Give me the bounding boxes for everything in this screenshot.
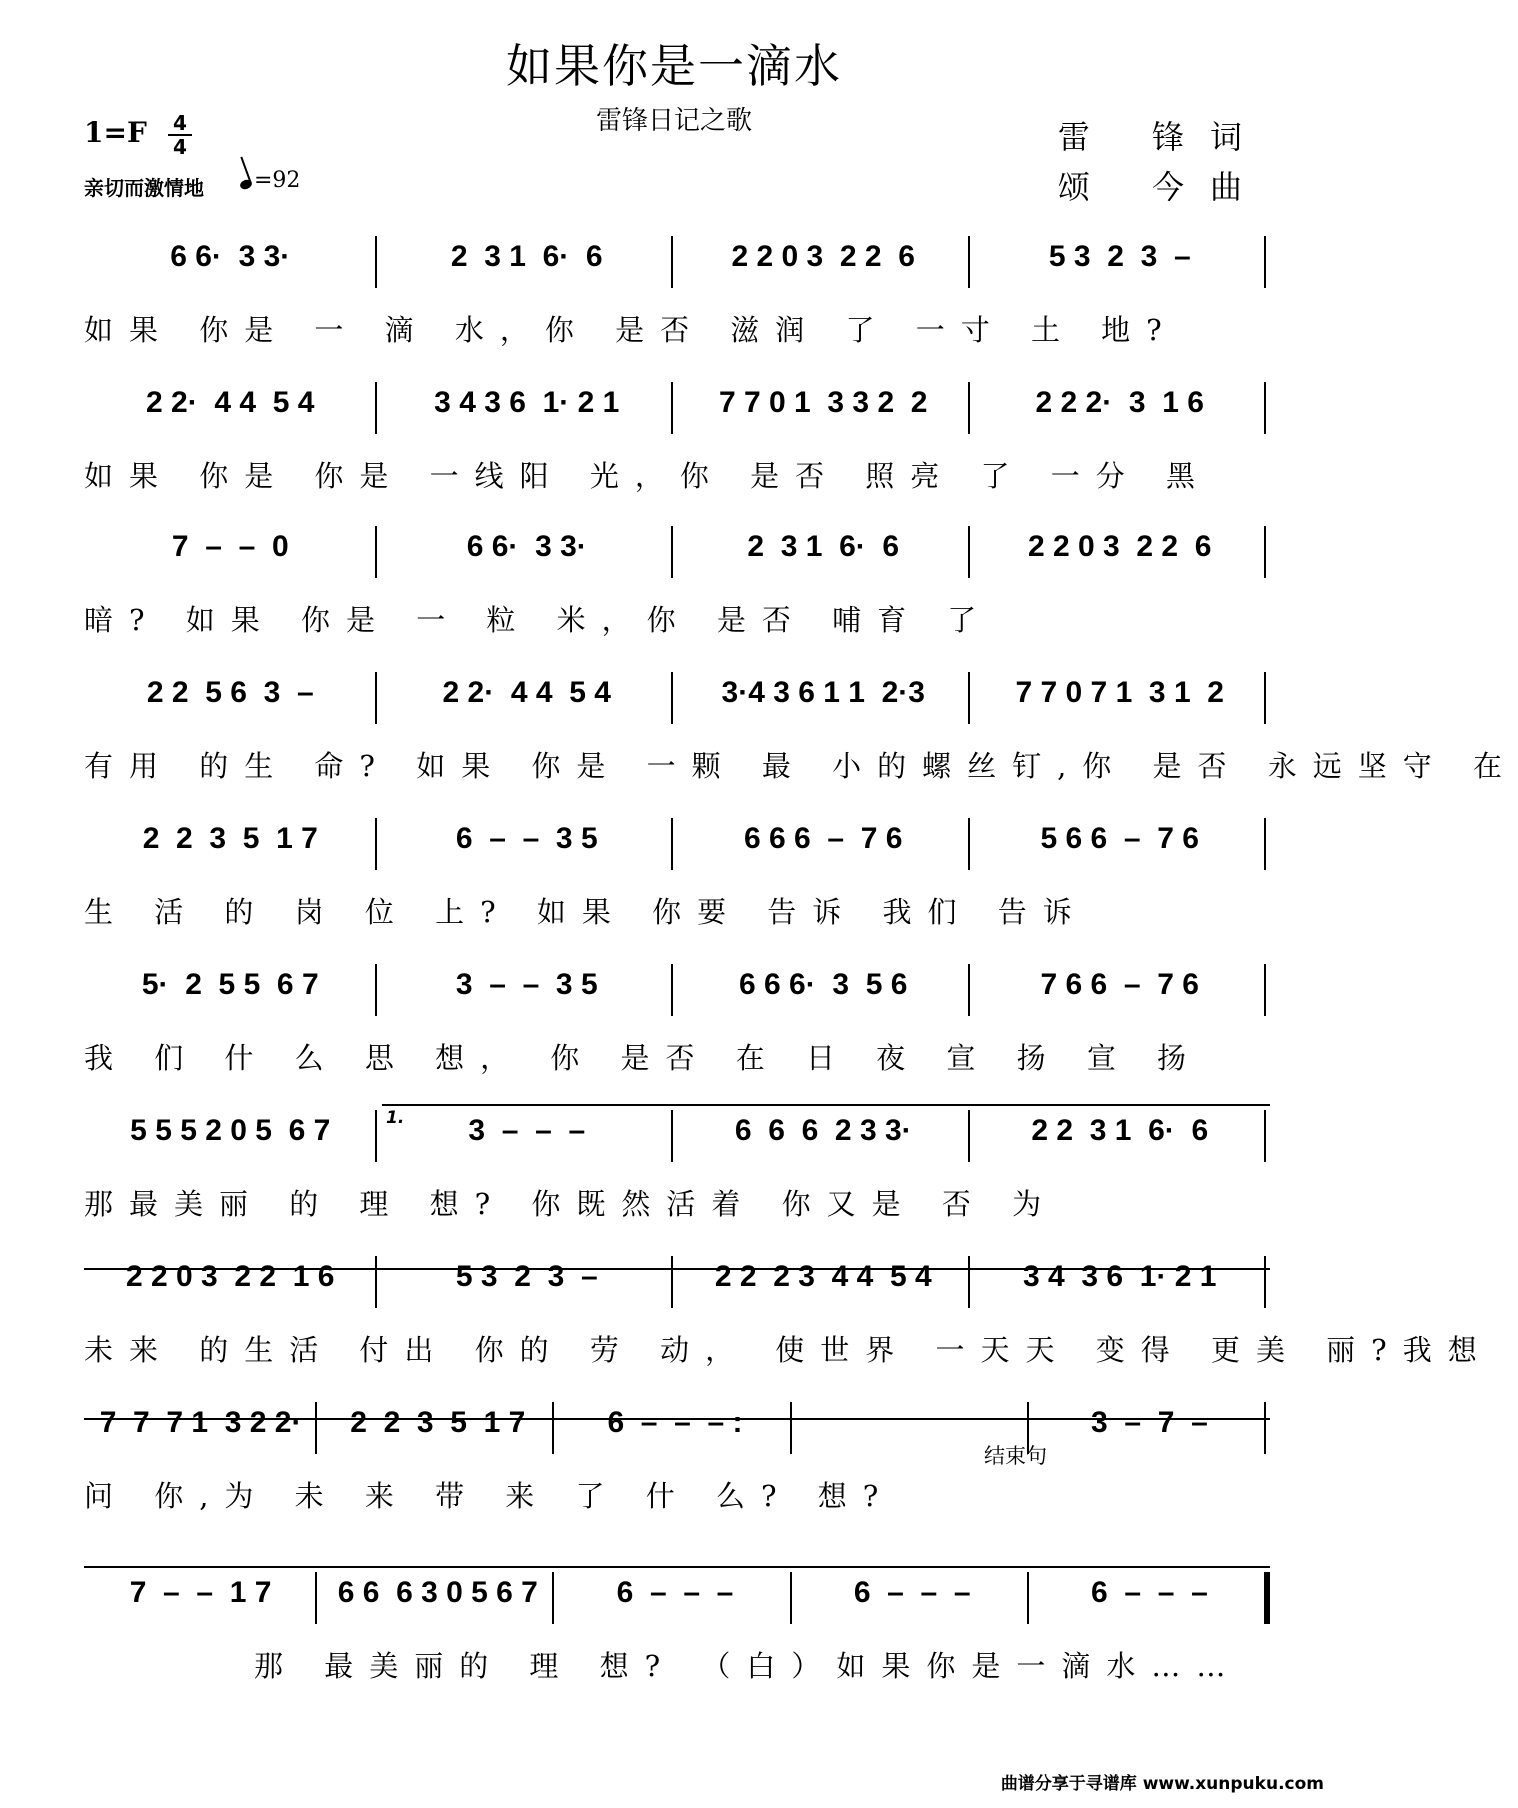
bar-line — [671, 236, 673, 288]
lyrics-line: 如果 你是 你是 一线阳 光，你 是否 照亮 了 一分 黑 — [84, 459, 1211, 493]
measure: 6 – – 3 5 — [455, 822, 598, 855]
bar-line — [375, 818, 377, 870]
measure: 3·4 3 6 1 1 2·3 — [721, 676, 925, 709]
lyricist-credit: 雷 锋词 — [1057, 118, 1268, 156]
note-row — [84, 1406, 1270, 1466]
measure: 2 3 1 6· 6 — [747, 530, 900, 563]
bar-line — [1264, 1402, 1266, 1454]
measure: 2 2 0 3 2 2 6 — [731, 240, 915, 273]
measure: 2 3 1 6· 6 — [450, 240, 603, 273]
bar-line — [375, 672, 377, 724]
bar-line — [968, 672, 970, 724]
measure: 6 6 6 – 7 6 — [744, 822, 903, 855]
time-signature-top: 4 — [173, 111, 187, 135]
notation-line — [84, 386, 1270, 498]
measure: 6 6· 3 3· — [170, 240, 291, 273]
measure: 3 – 7 – — [1091, 1406, 1208, 1439]
quarter-note-icon — [239, 178, 253, 191]
measure: 7 – – 1 7 — [129, 1576, 272, 1609]
bar-line — [552, 1572, 554, 1624]
bar-line — [790, 1402, 792, 1454]
song-subtitle: 雷锋日记之歌 — [595, 106, 752, 136]
composer-credit: 颂 今曲 — [1057, 168, 1268, 206]
measure: 3 4 3 6 1· 2 1 — [434, 386, 620, 419]
notation-line — [84, 968, 1270, 1080]
bar-line — [1264, 1110, 1266, 1162]
notation-line — [84, 1114, 1270, 1226]
bar-line — [671, 672, 673, 724]
note-row — [84, 1576, 1270, 1636]
note-row — [84, 530, 1270, 590]
bar-line — [1264, 236, 1266, 288]
measure: 6 – – – : — [607, 1406, 743, 1439]
bar-line — [968, 236, 970, 288]
bar-line — [1264, 672, 1266, 724]
note-row — [84, 968, 1270, 1028]
measure: 2 2 2· 3 1 6 — [1035, 386, 1204, 419]
tempo-marking — [240, 168, 300, 193]
measure: 2 2 3 5 1 7 — [142, 822, 318, 855]
bar-line — [375, 382, 377, 434]
bar-line — [790, 1572, 792, 1624]
song-title: 如果你是一滴水 — [506, 39, 842, 93]
measure: 3 – – – — [468, 1114, 586, 1147]
note-row — [84, 1114, 1270, 1174]
section-divider — [84, 1268, 1270, 1270]
note-row — [84, 676, 1270, 736]
bar-line — [315, 1402, 317, 1454]
notation-line — [84, 240, 1270, 352]
lyrics-line: 如果 你是 一 滴 水，你 是否 滋润 了 一寸 土 地? — [84, 313, 1178, 347]
bar-line — [315, 1572, 317, 1624]
notation-line — [84, 1576, 1270, 1688]
measure: 7 7 0 1 3 3 2 2 — [719, 386, 928, 419]
measure: 6 – – – — [853, 1576, 971, 1609]
measure: 5 3 2 3 – — [1048, 240, 1191, 273]
measure: 7 – – 0 — [171, 530, 289, 563]
ending-label: 结束句 — [984, 1444, 1047, 1468]
section-divider — [84, 1418, 1270, 1420]
time-signature-bottom: 4 — [168, 134, 192, 158]
bar-line — [552, 1402, 554, 1454]
bar-line — [968, 964, 970, 1016]
measure: 2 2 2 3 4 4 5 4 — [714, 1260, 932, 1293]
bar-line — [968, 1110, 970, 1162]
bar-line — [1264, 382, 1266, 434]
key-signature: 1=F — [84, 116, 147, 149]
lyrics-line: 有用 的生 命? 如果 你是 一颗 最 小的螺丝钉,你 是否 永远坚守 在 — [84, 749, 1518, 783]
measure: 2 2 0 3 2 2 6 — [1028, 530, 1212, 563]
notation-line — [84, 530, 1270, 642]
measure: 2 2· 4 4 5 4 — [146, 386, 315, 419]
bar-line — [1264, 1256, 1266, 1308]
volta-bracket — [382, 1104, 1270, 1106]
bar-line — [968, 818, 970, 870]
bar-line — [671, 526, 673, 578]
volta-1-label: 1. — [386, 1108, 405, 1128]
bar-line — [671, 382, 673, 434]
lyrics-line: 那最美丽 的 理 想? 你既然活着 你又是 否 为 — [84, 1187, 1058, 1221]
measure: 2 2 0 3 2 2 1 6 — [126, 1260, 335, 1293]
lyrics-line: 未来 的生活 付出 你的 劳 动， 使世界 一天天 变得 更美 丽?我想 — [84, 1333, 1493, 1367]
measure: 5 3 2 3 – — [455, 1260, 598, 1293]
lyrics-line: 暗? 如果 你是 一 粒 米，你 是否 哺育 了 — [84, 603, 993, 637]
bar-line — [968, 1256, 970, 1308]
measure: 7 6 6 – 7 6 — [1040, 968, 1199, 1001]
notation-line — [84, 1260, 1493, 1372]
lyrics-line: 问 你,为 未 来 带 来 了 什 么? 想? — [84, 1479, 895, 1513]
measure: 2 2· 4 4 5 4 — [442, 676, 611, 709]
bar-line — [375, 1110, 377, 1162]
note-row — [84, 822, 1270, 882]
bar-line — [1264, 818, 1266, 870]
bar-line — [1264, 526, 1266, 578]
footer-credit: 曲谱分享于寻谱库 www.xunpuku.com — [1000, 1774, 1324, 1794]
bar-line — [1264, 1572, 1270, 1624]
measure: 5 6 6 – 7 6 — [1040, 822, 1199, 855]
bar-line — [671, 964, 673, 1016]
measure: 6 – – – — [1091, 1576, 1208, 1609]
measure: 6 6 6 3 0 5 6 7 — [337, 1576, 538, 1609]
measure: 6 6 6 2 3 3· — [734, 1114, 912, 1147]
bar-line — [375, 964, 377, 1016]
measure: 7 7 7 1 3 2 2· — [99, 1406, 302, 1439]
notation-line — [84, 822, 1270, 934]
measure: 3 – – 3 5 — [455, 968, 598, 1001]
measure: 6 6· 3 3· — [466, 530, 587, 563]
bar-line — [968, 382, 970, 434]
tempo-value: =92 — [254, 168, 301, 193]
measure: 5· 2 5 5 6 7 — [141, 968, 319, 1001]
notation-line — [84, 1406, 1270, 1518]
bar-line — [375, 236, 377, 288]
bar-line — [1264, 964, 1266, 1016]
measure: 2 2 3 1 6· 6 — [1031, 1114, 1209, 1147]
bar-line — [671, 818, 673, 870]
bar-line — [968, 526, 970, 578]
lyrics-line: 生 活 的 岗 位 上? 如果 你要 告诉 我们 告诉 — [84, 895, 1088, 929]
notation-line — [84, 676, 1518, 788]
bar-line — [1027, 1572, 1029, 1624]
measure: 7 7 0 7 1 3 1 2 — [1015, 676, 1224, 709]
measure: 2 2 5 6 3 – — [146, 676, 314, 709]
measure: 2 2 3 5 1 7 — [350, 1406, 526, 1439]
lyrics-line: 那 最美丽的 理 想? （白）如果你是一滴水…… — [254, 1649, 1242, 1683]
note-row — [84, 240, 1270, 300]
note-row — [84, 386, 1270, 446]
measure: 6 – – – — [616, 1576, 734, 1609]
lyrics-line: 我 们 什 么 思 想， 你 是否 在 日 夜 宣 扬 宣 扬 — [84, 1041, 1203, 1075]
bar-line — [375, 1256, 377, 1308]
expression-marking: 亲切而激情地 — [84, 176, 204, 200]
time-signature — [168, 112, 192, 158]
measure: 6 6 6· 3 5 6 — [739, 968, 908, 1001]
section-divider — [84, 1566, 1270, 1568]
bar-line — [375, 526, 377, 578]
measure: 3 4 3 6 1· 2 1 — [1023, 1260, 1217, 1293]
bar-line — [671, 1110, 673, 1162]
bar-line — [671, 1256, 673, 1308]
measure: 5 5 5 2 0 5 6 7 — [130, 1114, 331, 1147]
